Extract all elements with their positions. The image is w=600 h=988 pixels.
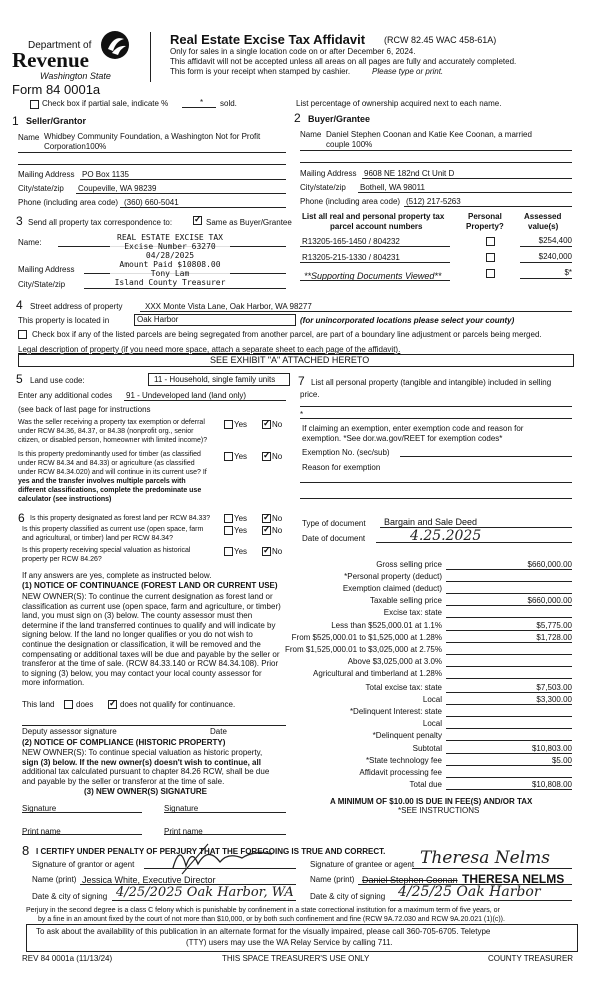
forest-q1: Is this property designated as forest land per RCW 84.33? <box>30 515 211 522</box>
reason-label: Reason for exemption <box>302 463 381 472</box>
grantee-sig-label: Signature of grantee or agent <box>310 860 415 869</box>
does-not-checkbox[interactable] <box>108 700 117 709</box>
grantee-date-label: Date & city of signing <box>310 892 386 901</box>
seller-mail-label: Mailing Address <box>18 170 75 179</box>
tax-row-line <box>446 765 572 766</box>
tax-row-line <box>446 630 572 631</box>
tax-row-line <box>446 642 572 643</box>
p-line: classification as current use (open space, farm and agriculture, or timber) <box>22 601 281 611</box>
buyer-phone-line <box>404 206 572 207</box>
dept-label: Department of <box>28 40 92 51</box>
buyer-city-line <box>358 192 572 193</box>
q-line: under RCW 84.36, 84.37, or 84.38 (nonprofit org., senior <box>18 428 194 435</box>
tax-row-line <box>446 789 572 790</box>
doc-type-label: Type of document <box>302 519 366 528</box>
stamp-line: Tony Lam <box>150 269 190 278</box>
sig-label: Signature <box>22 804 57 813</box>
deputy-date-label: Date <box>210 727 227 736</box>
parcel-header-1: List all real and personal property tax <box>302 212 445 221</box>
tax-row-label: From $1,525,000.01 to $3,025,000 at 2.75% <box>284 644 442 654</box>
assessed-header-1: Assessed <box>524 212 562 221</box>
grantor-date-label: Date & city of signing <box>32 892 108 901</box>
header-line-2: This affidavit will not be accepted unless all areas on all pages are fully and accurately completed. <box>170 57 517 66</box>
land-use-code: 11 - Household, single family units <box>154 375 276 384</box>
form-rcw: (RCW 82.45 WAC 458-61A) <box>384 35 497 45</box>
forest-num: 6 <box>18 511 25 525</box>
yes-label: Yes <box>234 547 248 556</box>
tax-row-label: *State technology fee <box>365 755 442 765</box>
if-any-note: If any answers are yes, complete as instructed below. <box>22 571 212 580</box>
personal-label-2: price. <box>300 390 320 399</box>
yes-label: Yes <box>234 452 248 461</box>
reason-line <box>300 498 572 499</box>
yes-label: Yes <box>234 526 248 535</box>
located-label: This property is located in <box>18 316 110 325</box>
p-line: and payable by the seller or transferor at the time of sale. <box>22 776 225 786</box>
seller-city-label: City/state/zip <box>18 184 64 193</box>
seller-city[interactable]: Coupeville, WA 98239 <box>78 184 157 193</box>
exemption-text-1: If claiming an exemption, enter exemption code and reason for <box>302 424 524 433</box>
exemption-yes-checkbox[interactable] <box>224 420 233 429</box>
assessed-line <box>520 278 572 279</box>
street-line <box>140 311 572 312</box>
personal-star: * <box>300 410 304 419</box>
parcel-header-2: parcel account numbers <box>330 222 423 231</box>
seller-mail[interactable]: PO Box 1135 <box>82 170 129 179</box>
notice-continuance-text <box>22 592 281 688</box>
tax-row-line <box>446 704 572 705</box>
doc-date[interactable]: 4.25.2025 <box>410 528 482 544</box>
current-use-q <box>22 525 203 543</box>
docs-viewed-note: **Supporting Documents Viewed** <box>304 271 442 281</box>
tax-row-value[interactable]: $660,000.00 <box>527 560 572 569</box>
tax-row-value[interactable]: $660,000.00 <box>527 596 572 606</box>
notice-compliance-heading: (2) NOTICE OF COMPLIANCE (HISTORIC PROPERTY) <box>22 738 226 747</box>
street-label: Street address of property <box>30 302 123 311</box>
tax-row-label: Subtotal <box>412 743 442 753</box>
county-treasurer-label: COUNTY TREASURER <box>488 954 574 963</box>
alt-format-line-2: (TTY) users may use the WA Relay Service by calling 711. <box>186 938 393 947</box>
yes-label: Yes <box>234 420 248 429</box>
seller-mail-line <box>80 179 286 180</box>
partial-sale-sold: sold. <box>220 99 237 108</box>
notice-compliance-text <box>22 748 269 786</box>
q-line: calculator (see instructions) <box>18 496 112 503</box>
tax-row-value[interactable]: $5.00 <box>551 755 572 765</box>
assessed-header-2: value(s) <box>528 222 559 231</box>
parcel-line <box>300 262 450 263</box>
q-line: Is this property receiving special valuation as historical <box>22 547 191 554</box>
reason-line <box>300 482 572 483</box>
this-land-label: This land <box>22 700 55 709</box>
grantor-print-label: Name (print) <box>32 875 77 884</box>
seller-name-2[interactable]: Corporation100% <box>44 142 107 151</box>
parcel-line <box>300 280 450 281</box>
treasurer-use-label: THIS SPACE TREASURER'S USE ONLY <box>222 954 370 963</box>
form-title: Real Estate Excise Tax Affidavit <box>170 32 366 47</box>
exemption-q <box>18 418 207 445</box>
grantor-date-line <box>112 900 296 901</box>
grantee-print-label: Name (print) <box>310 875 355 884</box>
q-line: under RCW 84.34.020) and will continue in its current use? If <box>18 469 207 476</box>
corr-name-label: Name: <box>18 238 42 247</box>
parcel-number[interactable]: R13205-165-1450 / 804232 <box>302 237 400 246</box>
p-line: land, you must sign on (3) below. The county assessor must then <box>22 611 253 621</box>
assessed-value[interactable]: $254,400 <box>538 236 572 245</box>
tax-row-label: Agricultural and timberland at 1.28% <box>313 668 442 678</box>
buyer-mail-label: Mailing Address <box>300 169 357 178</box>
timber-q <box>18 450 207 504</box>
tax-row-value[interactable]: $3,300.00 <box>536 695 572 705</box>
parcel-line <box>300 246 450 247</box>
does-not-label: does not qualify for continuance. <box>120 700 236 709</box>
segregation-label: Check box if any of the listed parcels are being segregated from another parcel, are part of a boundary line adjustment or parcels being merged. <box>32 330 542 339</box>
personal-header-1: Personal <box>468 212 502 221</box>
p-line: NEW OWNER(S): To continue special valuation as historic property, <box>22 748 263 757</box>
tax-row-label: Total due <box>409 779 442 789</box>
timber-no-checkbox[interactable] <box>262 452 271 461</box>
no-label: No <box>272 526 283 535</box>
partial-pct-line <box>182 107 216 108</box>
sig-label: Signature <box>164 804 199 813</box>
tax-row-label: Exemption claimed (deduct) <box>342 584 442 594</box>
street-num: 4 <box>16 298 23 312</box>
grantee-signature[interactable]: Theresa Nelms <box>420 848 551 868</box>
p-line: compensating or additional taxes will be due and payable by the seller or <box>22 649 280 659</box>
street-address[interactable]: XXX Monte Vista Lane, Oak Harbor, WA 98277 <box>145 302 312 311</box>
tax-row-label: Gross selling price <box>376 560 442 569</box>
doc-type[interactable]: Bargain and Sale Deed <box>384 517 478 527</box>
additional-codes-label: Enter any additional codes <box>18 391 113 400</box>
seller-phone-label: Phone (including area code) <box>18 198 119 207</box>
tax-row-label: Local <box>422 695 442 705</box>
q-line: Was the seller receiving a property tax exemption or deferral <box>18 419 205 426</box>
stamp-line: Island County Treasurer <box>114 278 226 287</box>
q-line: Is this property classified as current use (open space, farm <box>22 526 204 533</box>
revenue-logo-icon <box>100 29 130 61</box>
seller-phone-line <box>120 207 286 208</box>
tax-row-line <box>446 740 572 741</box>
stamp-line: REAL ESTATE EXCISE TAX <box>117 233 223 242</box>
segregation-checkbox[interactable] <box>18 330 27 339</box>
doc-date-label: Date of document <box>302 534 366 543</box>
p-line: transferor at the time of sale. (RCW 84.33.140 or RCW 84.34.108). Prior <box>22 659 279 669</box>
tax-row-line <box>446 678 572 679</box>
tax-row-value[interactable]: $10,808.00 <box>531 779 572 789</box>
legal-description: SEE EXHIBIT "A" ATTACHED HERETO <box>210 355 370 365</box>
tax-row-label: From $525,000.01 to $1,525,000 at 1.28% <box>291 632 442 642</box>
p-line: NEW OWNER(S): To continue the current designation as forest land or <box>22 592 273 601</box>
partial-sale-pct[interactable]: * <box>200 98 204 107</box>
tax-row-line <box>446 777 572 778</box>
grantee-sig-line <box>412 868 572 869</box>
tax-row-line <box>446 654 572 655</box>
grantee-date-line <box>390 900 572 901</box>
ownership-note: List percentage of ownership acquired next to each name. <box>296 99 502 108</box>
treasurer-stamp <box>110 233 230 287</box>
tax-row-label: Affidavit processing fee <box>359 767 442 777</box>
tax-row-label: *Delinquent penalty <box>372 731 442 741</box>
assessed-value[interactable]: $240,000 <box>538 252 572 261</box>
deputy-label: Deputy assessor signature <box>22 727 117 736</box>
grantee-print-name[interactable]: THERESA NELMS <box>462 872 565 886</box>
notice-continuance-heading: (1) NOTICE OF CONTINUANCE (FOREST LAND OR CURRENT USE) <box>22 581 278 590</box>
timber-yes-checkbox[interactable] <box>224 452 233 461</box>
q-line: under RCW 84.34 and 84.33) or agriculture (as classified <box>18 460 195 467</box>
seller-city-line <box>76 193 286 194</box>
partial-sale-label: Check box if partial sale, indicate % <box>42 99 169 108</box>
additional-codes-line <box>124 400 286 401</box>
form-number: Form 84 0001a <box>12 82 101 97</box>
forest-no-checkbox[interactable] <box>262 514 271 523</box>
q-line: different classifications, complete the predominate use <box>18 487 202 494</box>
cert-num: 8 <box>22 843 30 858</box>
header-line-1: Only for sales in a single location code on or after December 6, 2024. <box>170 47 416 56</box>
buyer-phone-label: Phone (including area code) <box>300 197 401 206</box>
p-line: additional tax calculated pursuant to chapter 84.26 RCW, shall be due <box>22 767 270 777</box>
seller-name-1[interactable]: Whidbey Community Foundation, a Washington Not for Profit <box>44 132 261 141</box>
tax-row-line <box>446 581 572 582</box>
buyer-phone[interactable]: (512) 217-5263 <box>406 197 461 206</box>
does-checkbox[interactable] <box>64 700 73 709</box>
cert-text: I CERTIFY UNDER PENALTY OF PERJURY THAT THE FOREGOING IS TRUE AND CORRECT. <box>36 847 386 856</box>
header-line-3: This form is your receipt when stamped by cashier. <box>170 67 351 76</box>
buyer-name-line2 <box>300 162 572 163</box>
corr-city-line <box>84 288 286 289</box>
tax-row-label: Above $3,025,000 at 3.0% <box>347 656 442 666</box>
additional-codes[interactable]: 91 - Undeveloped land (land only) <box>126 391 247 400</box>
tax-row-value[interactable]: $7,503.00 <box>536 683 572 692</box>
land-label: Land use code: <box>30 376 85 385</box>
yes-label: Yes <box>234 514 248 523</box>
header-divider <box>150 32 151 82</box>
buyer-name-2[interactable]: couple 100% <box>326 140 373 149</box>
p-line: sign (3) below. If the new owner(s) doesn't wish to continue, all <box>22 757 261 767</box>
alt-format-line-1: To ask about the availability of this publication in an alternate format for the visually impaired, please call 360-705-6705. Teletype <box>36 927 491 936</box>
location-note: (for unincorporated locations please select your county) <box>300 316 515 325</box>
partial-sale-checkbox[interactable] <box>30 100 39 109</box>
seller-num: 1 <box>12 114 19 128</box>
grantee-date-city[interactable]: 4/25/25 Oak Harbor <box>398 884 541 900</box>
exemption-no-line <box>400 456 572 457</box>
personal-header-2: Property? <box>466 222 504 231</box>
same-as-buyer-checkbox[interactable] <box>193 216 202 225</box>
new-owner-sig-heading: (3) NEW OWNER(S) SIGNATURE <box>84 787 207 796</box>
historic-no-checkbox[interactable] <box>262 547 271 556</box>
tax-row-label: Less than $525,000.01 at 1.1% <box>331 620 442 630</box>
corr-city-label: City/State/zip <box>18 280 66 289</box>
no-label: No <box>272 420 283 429</box>
tax-row-line <box>446 666 572 667</box>
grantor-sig-label: Signature of grantor or agent <box>32 860 135 869</box>
buyer-mail[interactable]: 9608 NE 182nd Ct Unit D <box>364 169 455 178</box>
minimum-note: A MINIMUM OF $10.00 IS DUE IN FEE(S) AND/OR TAX <box>330 797 533 806</box>
tax-row-label: *Delinquent Interest: state <box>349 707 442 717</box>
q-line: yes and the transfer involves multiple parcels with <box>18 478 186 485</box>
assessed-value[interactable]: $* <box>564 268 572 277</box>
p-line: determine if the land transferred continues to qualify and will indicate by <box>22 620 276 630</box>
personal-label: List all personal property (tangible and intangible) included in selling <box>311 378 552 387</box>
buyer-city-label: City/state/zip <box>300 183 346 192</box>
tax-row-line <box>446 753 572 754</box>
tax-row-line <box>446 728 572 729</box>
seller-phone[interactable]: (360) 660-5041 <box>124 198 179 207</box>
print-label: Print name <box>22 827 61 836</box>
corr-num: 3 <box>16 214 23 228</box>
see-instructions-note: *SEE INSTRUCTIONS <box>398 806 480 815</box>
buyer-name-line <box>300 150 572 151</box>
print-label: Print name <box>164 827 203 836</box>
deputy-line <box>22 725 286 726</box>
seller-name-label: Name <box>18 133 40 142</box>
tax-row-line <box>446 617 572 618</box>
forest-yes-checkbox[interactable] <box>224 514 233 523</box>
assessed-line <box>520 246 572 247</box>
p-line: to signing (3) below, you may contact your local county assessor for <box>22 668 262 678</box>
form-revision: REV 84 0001a (11/13/24) <box>22 954 113 963</box>
stamp-line: Excise Number 63270 <box>124 242 216 251</box>
current-use-yes-checkbox[interactable] <box>224 526 233 535</box>
exemption-no-label: Exemption No. (sec/sub) <box>302 448 390 457</box>
no-label: No <box>272 547 283 556</box>
buyer-city[interactable]: Bothell, WA 98011 <box>360 183 425 192</box>
seller-heading: Seller/Grantor <box>26 116 87 126</box>
perjury-text <box>26 906 505 924</box>
corr-label: Send all property tax correspondence to: <box>28 218 173 227</box>
grantor-signature[interactable] <box>168 838 278 878</box>
tax-row-value[interactable]: $5,775.00 <box>536 620 572 630</box>
seller-name-line <box>18 152 286 153</box>
legal-label: Legal description of property (if you need more space, attach a separate sheet to each page of the affidavit). <box>18 345 401 354</box>
q-line: Is this property predominantly used for timber (as classified <box>18 451 201 458</box>
p-line: signing below. If the land no longer qualifies or you do not wish to <box>22 630 253 640</box>
personal-property-checkbox[interactable] <box>486 237 495 246</box>
location-value: Oak Harbor <box>137 315 179 324</box>
perjury-line-1: Perjury in the second degree is a class C felony which is punishable by confinement in a state correctional institution for a maximum term of five years, or <box>26 907 500 914</box>
grantor-print-name[interactable]: Jessica White, Executive Director <box>82 875 216 885</box>
no-label: No <box>272 452 283 461</box>
stamp-line: 04/28/2025 <box>145 251 195 260</box>
no-label: No <box>272 514 283 523</box>
grantor-date-city[interactable]: 4/25/2025 Oak Harbor, WA <box>116 885 294 900</box>
see-instructions: (see back of last page for instructions <box>18 405 151 414</box>
same-as-buyer-label: Same as Buyer/Grantee <box>206 218 292 227</box>
does-label: does <box>76 700 94 709</box>
header-line-3b: Please type or print. <box>372 67 444 76</box>
tax-row-label: Excise tax: state <box>383 608 442 618</box>
corr-mail-label: Mailing Address <box>18 265 75 274</box>
exemption-text-2: exemption. *See dor.wa.gov/REET for exemption codes* <box>302 434 503 443</box>
q-line: and agricultural, or timber) land per RCW 84.34? <box>22 535 173 542</box>
tax-row-line <box>446 605 572 606</box>
stamp-line: Amount Paid $10808.00 <box>119 260 221 269</box>
historic-q <box>22 546 190 564</box>
tax-row-line <box>446 593 572 594</box>
personal-property-checkbox[interactable] <box>486 253 495 262</box>
tax-row-line <box>446 692 572 693</box>
doc-date-line <box>376 542 572 543</box>
parcel-number[interactable]: R13205-215-1330 / 804231 <box>302 253 400 262</box>
exemption-no-checkbox[interactable] <box>262 420 271 429</box>
tax-row-value[interactable]: $10,803.00 <box>531 743 572 753</box>
buyer-heading: Buyer/Grantee <box>308 114 371 124</box>
tax-row-line <box>446 716 572 717</box>
current-use-no-checkbox[interactable] <box>262 526 271 535</box>
tax-row-line <box>446 569 572 570</box>
p-line: more information. <box>22 678 85 688</box>
q-line: citizen, or disabled person, homeowner with limited income)? <box>18 437 208 444</box>
buyer-num: 2 <box>294 111 301 125</box>
seller-name-line2 <box>18 164 286 165</box>
revenue-logo-text: Revenue <box>12 48 89 72</box>
personal-line <box>300 418 572 419</box>
personal-num: 7 <box>298 374 305 388</box>
tax-row-label: Taxable selling price <box>369 596 442 606</box>
buyer-name-1[interactable]: Daniel Stephen Coonan and Katie Kee Coonan, a married <box>326 130 532 139</box>
buyer-name-label: Name <box>300 130 322 139</box>
buyer-mail-line <box>362 178 572 179</box>
personal-line <box>300 406 572 407</box>
tax-row-label: Total excise tax: state <box>365 683 442 692</box>
perjury-line-2: by a fine in an amount fixed by the court of not more than $10,000, or by both such confinement and fine (RCW 9A.72.030 and RCW 9A.20.021 (1)(c)). <box>38 916 505 923</box>
assessed-line <box>520 262 572 263</box>
historic-yes-checkbox[interactable] <box>224 547 233 556</box>
personal-property-checkbox[interactable] <box>486 269 495 278</box>
tax-row-label: Local <box>422 719 442 729</box>
tax-row-label: *Personal property (deduct) <box>344 572 442 582</box>
tax-row-value[interactable]: $1,728.00 <box>536 632 572 642</box>
grantee-print-struck: Daniel Stephen Coonan <box>362 875 458 885</box>
q-line: property per RCW 84.26? <box>22 556 102 563</box>
state-label: Washington State <box>40 71 111 81</box>
land-num: 5 <box>16 372 23 386</box>
p-line: continue the designation or classification, it will be removed and the <box>22 639 261 649</box>
